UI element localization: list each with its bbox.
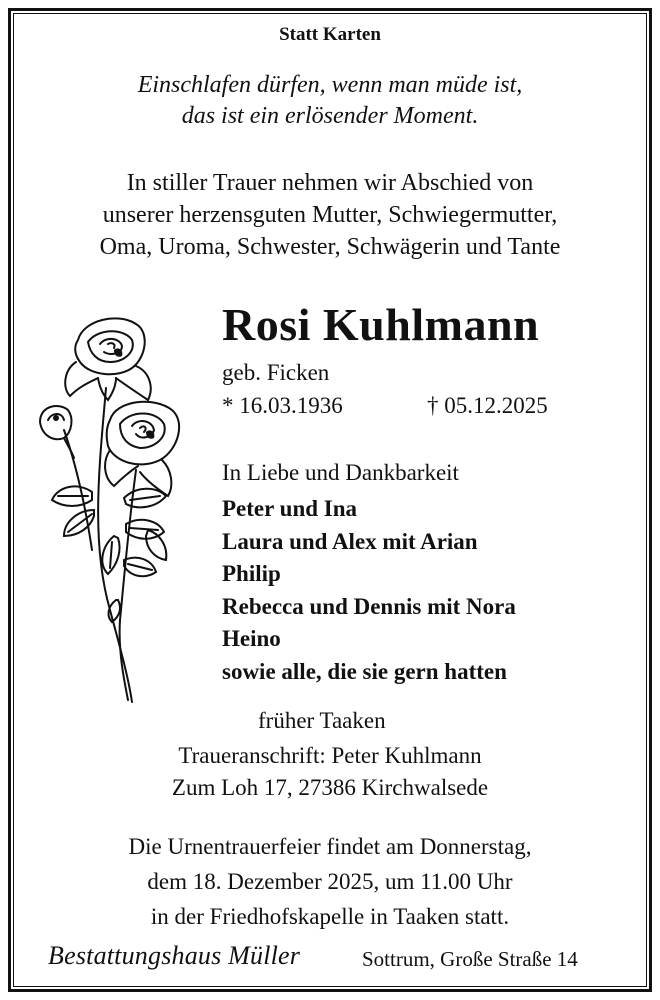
dedication-line: In Liebe und Dankbarkeit (222, 460, 459, 485)
ceremony-line: dem 18. Dezember 2025, um 11.00 Uhr (147, 869, 513, 894)
intro-line: Oma, Uroma, Schwester, Schwägerin und Tante (99, 234, 561, 260)
intro-line: unserer herzensguten Mutter, Schwiegermutter, (102, 202, 558, 228)
ceremony-info (0, 829, 660, 934)
poem-line: Einschlafen dürfen, wenn man müde ist, (137, 72, 523, 98)
death-date: † 05.12.2025 (427, 393, 548, 418)
address-line: Traueranschrift: Peter Kuhlmann (178, 743, 482, 768)
intro-text (0, 167, 660, 263)
header-statt-karten: Statt Karten (279, 24, 381, 45)
deceased-name: Rosi Kuhlmann (222, 299, 540, 350)
intro-line: In stiller Trauer nehmen wir Abschied von (126, 170, 534, 196)
birth-name: geb. Ficken (222, 360, 330, 385)
ceremony-line: Die Urnentrauerfeier findet am Donnerstag, (128, 834, 532, 859)
poem (0, 70, 660, 132)
mourner-line: Heino (222, 626, 281, 651)
mourner-line: Rebecca und Dennis mit Nora (222, 593, 516, 619)
mourner-line: Peter und Ina (222, 496, 358, 521)
former-residence: früher Taaken (258, 708, 386, 733)
poem-line: das ist ein erlösender Moment. (181, 103, 479, 129)
mourner-line: Philip (222, 561, 281, 586)
rose-illustration (28, 310, 193, 710)
ceremony-line: in der Friedhofskapelle in Taaken statt. (150, 904, 510, 929)
mourner-line: Laura und Alex mit Arian (222, 528, 478, 554)
life-dates (222, 393, 548, 419)
birth-date: * 16.03.1936 (222, 393, 343, 418)
funeral-home-address: Sottrum, Große Straße 14 (362, 947, 578, 971)
address-line: Zum Loh 17, 27386 Kirchwalsede (171, 775, 489, 800)
mourner-line: sowie alle, die sie gern hatten (222, 658, 507, 684)
mourning-address (0, 740, 660, 804)
mourners-list (222, 493, 516, 688)
funeral-home-name: Bestattungshaus Müller (48, 941, 301, 970)
